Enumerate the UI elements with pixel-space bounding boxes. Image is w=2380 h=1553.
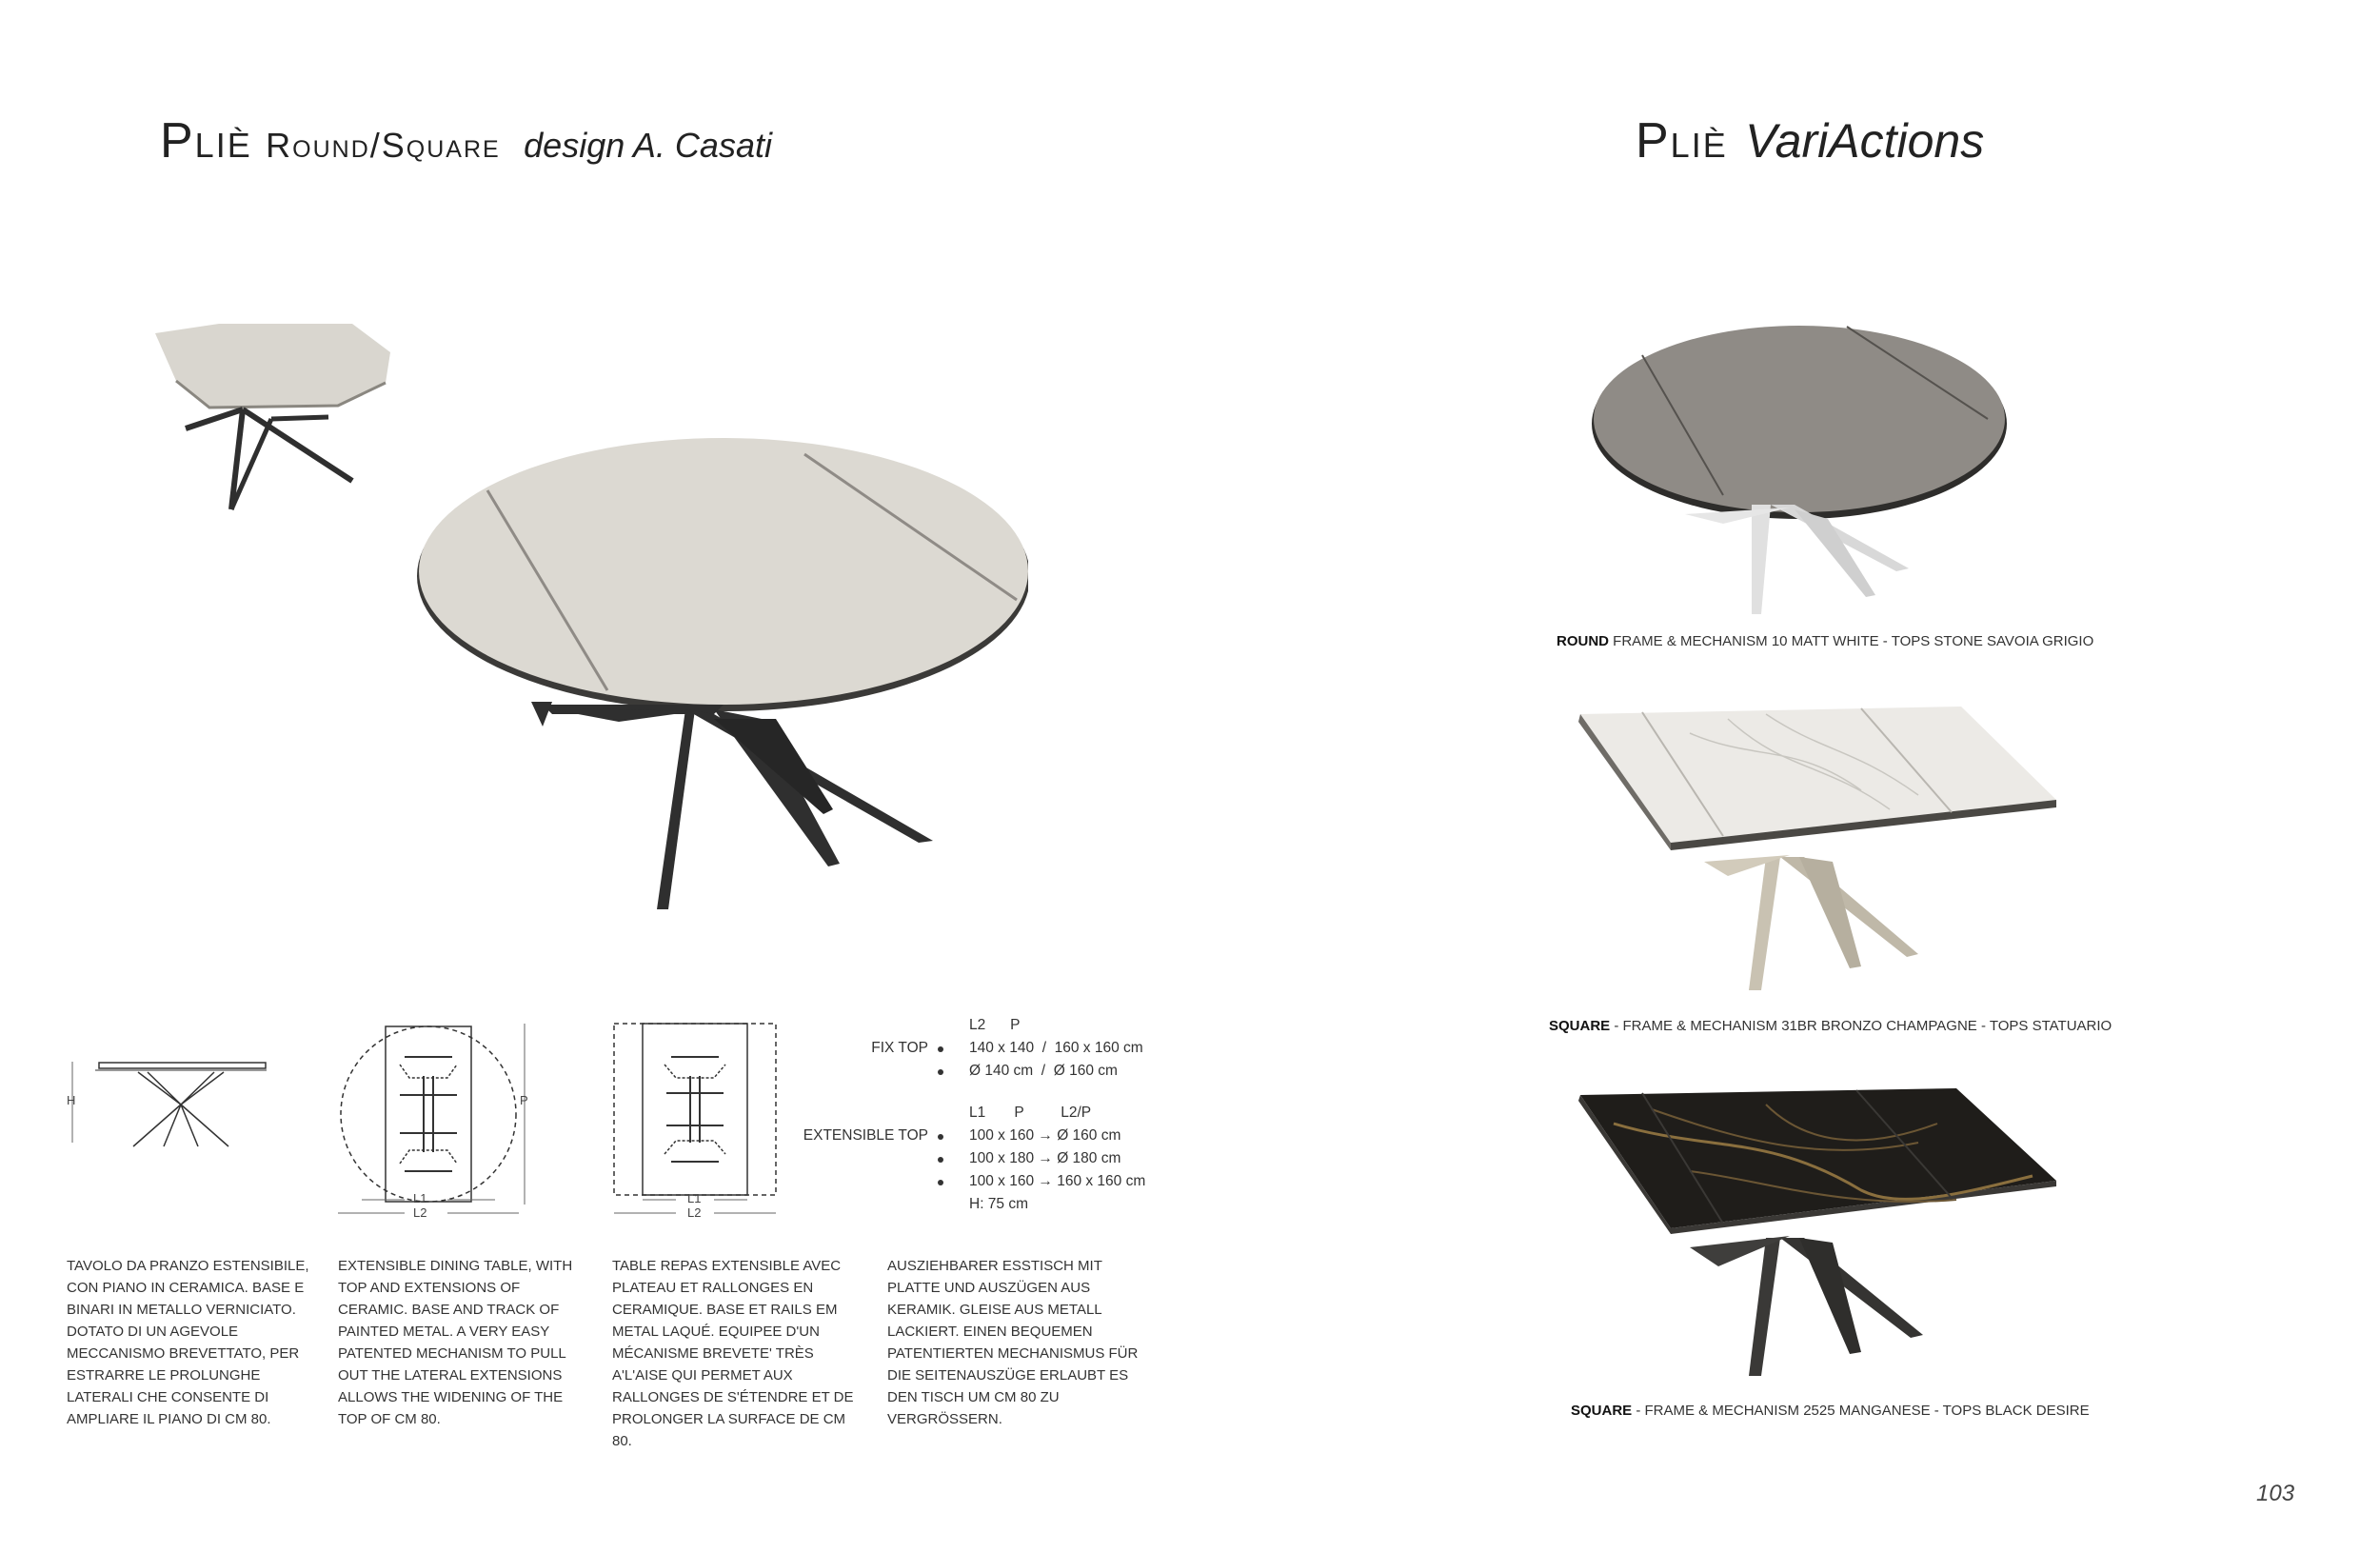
l-dimension-lines (333, 1194, 524, 1223)
title-sub: Round/Square (266, 126, 501, 165)
label-l2: L2 (413, 1205, 427, 1220)
title-main-right: Pliè (1636, 113, 1728, 169)
right-page-title (1636, 112, 1984, 169)
caption-square-black (1571, 1403, 2090, 1419)
title-design: design A. Casati (524, 126, 772, 165)
label-p: P (520, 1093, 528, 1107)
title-main: Pliè (160, 113, 252, 169)
spec-header-ext: L1 P L2/P (969, 1105, 1092, 1121)
spec-ext-row-3: 100 x 160 → 160 x 160 cm (969, 1173, 1146, 1189)
bullet (938, 1046, 943, 1052)
caption-round-text: FRAME & MECHANISM 10 MATT WHITE - TOPS STONE SAVOIA GRIGIO (1609, 633, 2094, 649)
spec-ext-row-2: 100 x 180 → Ø 180 cm (969, 1150, 1121, 1166)
round-top-plan-diagram (333, 1019, 524, 1209)
spec-fix-row-1: 140 x 140 / 160 x 160 cm (969, 1040, 1143, 1056)
description-italian: TAVOLO DA PRANZO ESTENSIBILE, CON PIANO IN CERAMICA. BASE E BINARI IN METALLO VERNICIATO. DOTATO DI UN AGEVOLE MECCANISMO BREVETTATO, PER ESTRARRE LE PROLUNGHE LATERALI CHE CONSENTE DI AMPLIARE IL PIANO DI CM 80. (67, 1258, 309, 1427)
caption-square-statuario (1549, 1018, 2112, 1034)
spec-fix-row-2: Ø 140 cm / Ø 160 cm (969, 1063, 1118, 1079)
label-l1: L1 (413, 1191, 427, 1205)
label-l1-b: L1 (687, 1191, 702, 1205)
round-table-image (400, 433, 1028, 914)
caption-round-type: ROUND (1557, 633, 1609, 649)
small-table-image (148, 314, 405, 519)
bullet (938, 1157, 943, 1163)
caption-square-text: - FRAME & MECHANISM 31BR BRONZO CHAMPAGNE - TOPS STATUARIO (1610, 1018, 2112, 1034)
caption-round (1557, 633, 2093, 649)
description-english: EXTENSIBLE DINING TABLE, WITH TOP AND EXTENSIONS OF CERAMIC. BASE AND TRACK OF PAINTED METAL. A VERY EASY PATENTED MECHANISM TO PULL OUT THE LATERAL EXTENSIONS ALLOWS THE WIDENING OF THE TOP OF CM 80. (338, 1258, 573, 1427)
label-h: H (67, 1093, 76, 1107)
caption-square-black-type: SQUARE (1571, 1403, 1633, 1419)
spec-header-fix: L2 P (969, 1017, 1021, 1033)
title-variactions: VariActions (1745, 114, 1985, 168)
left-page-title (160, 112, 772, 169)
spec-ext-label: EXTENSIBLE TOP (803, 1127, 928, 1144)
p-dimension-line (520, 1019, 529, 1209)
spec-ext-row-1: 100 x 160 → Ø 160 cm (969, 1127, 1121, 1144)
spec-fix-label: FIX TOP (871, 1040, 928, 1056)
bullet (938, 1180, 943, 1185)
bullet (938, 1134, 943, 1140)
square-black-desire-image (1576, 1085, 2061, 1381)
spec-table (803, 1014, 1152, 1224)
bullet (938, 1069, 943, 1075)
page-number: 103 (2256, 1481, 2295, 1506)
spec-height: H: 75 cm (969, 1196, 1029, 1212)
square-statuario-image (1576, 705, 2061, 1000)
caption-square-type: SQUARE (1549, 1018, 1611, 1034)
label-l2-b: L2 (687, 1205, 702, 1220)
round-variant-image (1590, 319, 2009, 614)
description-german: AUSZIEHBARER ESSTISCH MIT PLATTE UND AUSZÜGEN AUS KERAMIK. GLEISE AUS METALL LACKIERT. EINEN BEQUEMEN PATENTIERTEN MECHANISMUS FÜR DIE SEITENAUSZÜGE ERLAUBT ES DEN TISCH UM CM 80 ZU VERGRÖSSERN. (887, 1258, 1139, 1427)
square-top-plan-diagram (609, 1019, 781, 1209)
side-elevation-diagram (57, 1057, 276, 1152)
description-french: TABLE REPAS EXTENSIBLE AVEC PLATEAU ET RALLONGES EN CERAMIQUE. BASE ET RAILS EM METAL LAQUÉ. EQUIPEE D'UN MÉCANISME BREVETE' TRÈS A'L'AISE QUI PERMET AUX RALLONGES DE S'ÉTENDRE ET DE PROLONGER LA SURFACE DE CM 80. (612, 1258, 854, 1449)
caption-square-black-text: - FRAME & MECHANISM 2525 MANGANESE - TOPS BLACK DESIRE (1632, 1403, 2090, 1419)
